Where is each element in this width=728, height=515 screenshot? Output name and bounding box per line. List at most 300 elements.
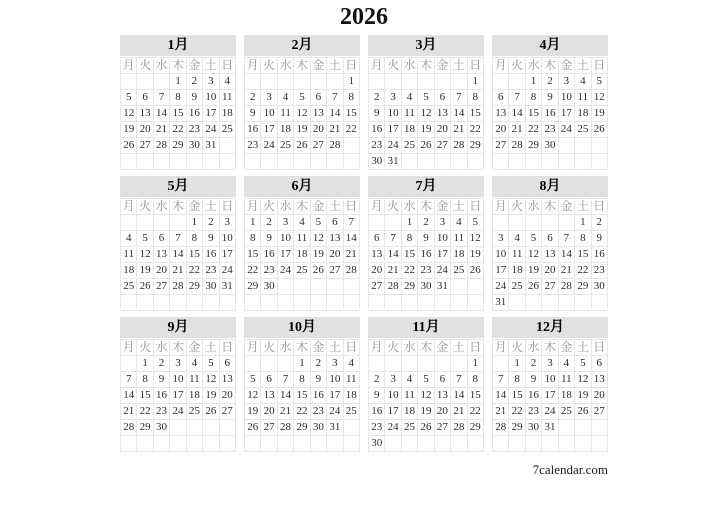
weekday-row (121, 58, 236, 74)
week-row (245, 404, 360, 420)
year-title: 2026 (340, 4, 388, 30)
empty-cell (401, 295, 417, 311)
weekday-row (369, 58, 484, 74)
day-cell: 8 (467, 372, 483, 388)
day-cell: 8 (186, 231, 202, 247)
day-cell: 1 (401, 215, 417, 231)
day-cell: 6 (261, 372, 277, 388)
month-header: 8月 (492, 176, 608, 197)
day-cell: 22 (509, 404, 525, 420)
week-row (493, 372, 608, 388)
day-cell: 23 (525, 404, 541, 420)
week-row (245, 436, 360, 452)
weekday-row (369, 340, 484, 356)
empty-cell (327, 74, 343, 90)
day-cell: 5 (418, 372, 434, 388)
empty-cell (434, 74, 450, 90)
day-cell: 25 (509, 279, 525, 295)
day-cell: 21 (121, 404, 137, 420)
day-cell: 6 (137, 90, 153, 106)
day-cell: 12 (203, 372, 219, 388)
day-cell: 9 (261, 231, 277, 247)
empty-cell (575, 420, 591, 436)
weekday-cell: 金 (186, 199, 202, 215)
day-cell: 13 (327, 231, 343, 247)
day-cell: 9 (369, 106, 385, 122)
day-cell: 3 (558, 74, 574, 90)
day-cell: 15 (525, 106, 541, 122)
day-cell: 27 (591, 404, 607, 420)
day-cell: 2 (542, 74, 558, 90)
day-cell: 24 (493, 279, 509, 295)
day-cell: 16 (591, 247, 607, 263)
day-cell: 20 (310, 122, 326, 138)
day-cell: 29 (467, 420, 483, 436)
day-cell: 9 (186, 90, 202, 106)
site-credit: 7calendar.com (532, 462, 608, 477)
month-table (368, 198, 484, 311)
day-cell: 22 (245, 263, 261, 279)
day-cell: 24 (385, 138, 401, 154)
week-row (245, 215, 360, 231)
empty-cell (245, 74, 261, 90)
empty-cell (434, 356, 450, 372)
month-table (244, 57, 360, 170)
day-cell: 27 (327, 263, 343, 279)
day-cell: 6 (434, 372, 450, 388)
weekday-cell: 月 (121, 58, 137, 74)
day-cell: 6 (493, 90, 509, 106)
day-cell: 8 (137, 372, 153, 388)
day-cell: 29 (575, 279, 591, 295)
day-cell: 19 (418, 404, 434, 420)
day-cell: 22 (525, 122, 541, 138)
day-cell: 23 (245, 138, 261, 154)
day-cell: 3 (385, 90, 401, 106)
empty-cell (558, 295, 574, 311)
weekday-cell: 日 (219, 58, 235, 74)
day-cell: 15 (294, 388, 310, 404)
day-cell: 23 (542, 122, 558, 138)
day-cell: 11 (186, 372, 202, 388)
month-11 (368, 317, 484, 452)
day-cell: 15 (509, 388, 525, 404)
weekday-cell: 日 (467, 340, 483, 356)
empty-cell (170, 154, 186, 170)
week-row (245, 388, 360, 404)
week-row (369, 231, 484, 247)
day-cell: 13 (434, 388, 450, 404)
day-cell: 11 (121, 247, 137, 263)
empty-cell (245, 154, 261, 170)
day-cell: 17 (261, 122, 277, 138)
weekday-cell: 火 (385, 58, 401, 74)
day-cell: 7 (343, 215, 359, 231)
empty-cell (401, 74, 417, 90)
day-cell: 1 (525, 74, 541, 90)
day-cell: 11 (294, 231, 310, 247)
day-cell: 19 (310, 247, 326, 263)
day-cell: 28 (385, 279, 401, 295)
week-row (121, 388, 236, 404)
weekday-cell: 日 (467, 58, 483, 74)
day-cell: 7 (451, 90, 467, 106)
day-cell: 27 (434, 420, 450, 436)
empty-cell (542, 295, 558, 311)
day-cell: 2 (310, 356, 326, 372)
day-cell: 7 (385, 231, 401, 247)
day-cell: 15 (170, 106, 186, 122)
week-row (121, 215, 236, 231)
day-cell: 20 (327, 247, 343, 263)
week-row (493, 247, 608, 263)
week-row (369, 372, 484, 388)
day-cell: 3 (203, 74, 219, 90)
day-cell: 24 (558, 122, 574, 138)
day-cell: 13 (369, 247, 385, 263)
day-cell: 20 (369, 263, 385, 279)
weekday-cell: 水 (153, 340, 169, 356)
empty-cell (219, 295, 235, 311)
day-cell: 15 (401, 247, 417, 263)
empty-cell (401, 154, 417, 170)
week-row (245, 295, 360, 311)
day-cell: 24 (170, 404, 186, 420)
day-cell: 26 (203, 404, 219, 420)
day-cell: 24 (385, 420, 401, 436)
weekday-cell: 木 (542, 340, 558, 356)
day-cell: 23 (153, 404, 169, 420)
empty-cell (385, 74, 401, 90)
empty-cell (186, 295, 202, 311)
empty-cell (451, 436, 467, 452)
month-header: 7月 (368, 176, 484, 197)
week-row (121, 356, 236, 372)
empty-cell (121, 215, 137, 231)
day-cell: 13 (542, 247, 558, 263)
weekday-cell: 金 (434, 340, 450, 356)
empty-cell (493, 356, 509, 372)
weekday-cell: 月 (245, 199, 261, 215)
week-row (369, 356, 484, 372)
empty-cell (277, 74, 293, 90)
week-row (245, 263, 360, 279)
empty-cell (310, 436, 326, 452)
day-cell: 6 (591, 356, 607, 372)
day-cell: 2 (369, 372, 385, 388)
month-header: 11月 (368, 317, 484, 338)
week-row (369, 295, 484, 311)
day-cell: 16 (203, 247, 219, 263)
day-cell: 28 (509, 138, 525, 154)
empty-cell (170, 215, 186, 231)
empty-cell (509, 215, 525, 231)
day-cell: 10 (542, 372, 558, 388)
day-cell: 11 (401, 106, 417, 122)
weekday-row (493, 340, 608, 356)
day-cell: 10 (385, 106, 401, 122)
month-header: 2月 (244, 35, 360, 56)
day-cell: 7 (121, 372, 137, 388)
weekday-cell: 水 (277, 340, 293, 356)
day-cell: 13 (434, 106, 450, 122)
weekday-cell: 火 (509, 58, 525, 74)
day-cell: 29 (294, 420, 310, 436)
day-cell: 10 (261, 106, 277, 122)
day-cell: 4 (558, 356, 574, 372)
weekday-cell: 月 (245, 340, 261, 356)
day-cell: 1 (467, 74, 483, 90)
month-9 (120, 317, 236, 452)
empty-cell (153, 154, 169, 170)
day-cell: 2 (369, 90, 385, 106)
empty-cell (186, 154, 202, 170)
empty-cell (542, 436, 558, 452)
day-cell: 19 (418, 122, 434, 138)
day-cell: 10 (493, 247, 509, 263)
day-cell: 1 (343, 74, 359, 90)
weekday-cell: 水 (525, 340, 541, 356)
week-row (493, 215, 608, 231)
empty-cell (137, 74, 153, 90)
week-row (121, 436, 236, 452)
day-cell: 4 (186, 356, 202, 372)
empty-cell (493, 74, 509, 90)
empty-cell (575, 436, 591, 452)
day-cell: 9 (542, 90, 558, 106)
empty-cell (369, 215, 385, 231)
day-cell: 28 (451, 138, 467, 154)
week-row (493, 106, 608, 122)
day-cell: 18 (294, 247, 310, 263)
day-cell: 14 (509, 106, 525, 122)
day-cell: 30 (591, 279, 607, 295)
day-cell: 5 (294, 90, 310, 106)
day-cell: 21 (170, 263, 186, 279)
month-header: 12月 (492, 317, 608, 338)
weekday-cell: 金 (558, 199, 574, 215)
day-cell: 15 (343, 106, 359, 122)
week-row (493, 138, 608, 154)
day-cell: 18 (186, 388, 202, 404)
empty-cell (525, 436, 541, 452)
weekday-row (245, 58, 360, 74)
day-cell: 29 (509, 420, 525, 436)
day-cell: 2 (261, 215, 277, 231)
day-cell: 25 (277, 138, 293, 154)
week-row (369, 420, 484, 436)
weekday-cell: 土 (203, 199, 219, 215)
weekday-cell: 日 (343, 58, 359, 74)
day-cell: 21 (277, 404, 293, 420)
day-cell: 25 (294, 263, 310, 279)
empty-cell (575, 138, 591, 154)
weekday-cell: 金 (186, 58, 202, 74)
day-cell: 1 (186, 215, 202, 231)
day-cell: 4 (121, 231, 137, 247)
day-cell: 31 (493, 295, 509, 311)
empty-cell (219, 138, 235, 154)
day-cell: 27 (369, 279, 385, 295)
day-cell: 3 (261, 90, 277, 106)
day-cell: 7 (327, 90, 343, 106)
day-cell: 28 (170, 279, 186, 295)
empty-cell (121, 356, 137, 372)
month-10 (244, 317, 360, 452)
day-cell: 27 (434, 138, 450, 154)
weekday-cell: 木 (418, 199, 434, 215)
day-cell: 9 (153, 372, 169, 388)
weekday-cell: 土 (203, 58, 219, 74)
day-cell: 25 (451, 263, 467, 279)
months-grid (120, 35, 608, 452)
day-cell: 17 (219, 247, 235, 263)
weekday-row (121, 199, 236, 215)
day-cell: 18 (277, 122, 293, 138)
day-cell: 27 (493, 138, 509, 154)
empty-cell (327, 295, 343, 311)
empty-cell (186, 436, 202, 452)
day-cell: 3 (327, 356, 343, 372)
weekday-cell: 水 (153, 199, 169, 215)
empty-cell (558, 436, 574, 452)
day-cell: 3 (277, 215, 293, 231)
day-cell: 16 (153, 388, 169, 404)
weekday-cell: 日 (591, 340, 607, 356)
day-cell: 13 (137, 106, 153, 122)
weekday-cell: 土 (327, 199, 343, 215)
day-cell: 14 (451, 388, 467, 404)
empty-cell (467, 436, 483, 452)
day-cell: 28 (327, 138, 343, 154)
day-cell: 17 (385, 404, 401, 420)
day-cell: 15 (245, 247, 261, 263)
day-cell: 20 (137, 122, 153, 138)
day-cell: 20 (261, 404, 277, 420)
day-cell: 19 (137, 263, 153, 279)
day-cell: 20 (493, 122, 509, 138)
weekday-cell: 月 (493, 340, 509, 356)
weekday-cell: 火 (261, 58, 277, 74)
day-cell: 21 (451, 404, 467, 420)
weekday-cell: 金 (434, 199, 450, 215)
day-cell: 25 (401, 138, 417, 154)
empty-cell (277, 154, 293, 170)
empty-cell (277, 436, 293, 452)
empty-cell (385, 436, 401, 452)
month-table (244, 339, 360, 452)
week-row (245, 106, 360, 122)
empty-cell (245, 436, 261, 452)
weekday-cell: 金 (310, 340, 326, 356)
empty-cell (434, 436, 450, 452)
week-row (245, 231, 360, 247)
weekday-cell: 火 (261, 199, 277, 215)
empty-cell (509, 295, 525, 311)
empty-cell (153, 295, 169, 311)
day-cell: 29 (170, 138, 186, 154)
day-cell: 29 (467, 138, 483, 154)
day-cell: 28 (121, 420, 137, 436)
day-cell: 31 (219, 279, 235, 295)
month-5 (120, 176, 236, 311)
day-cell: 1 (170, 74, 186, 90)
empty-cell (294, 436, 310, 452)
day-cell: 24 (542, 404, 558, 420)
empty-cell (277, 295, 293, 311)
week-row (245, 372, 360, 388)
day-cell: 21 (327, 122, 343, 138)
week-row (369, 436, 484, 452)
day-cell: 9 (369, 388, 385, 404)
day-cell: 28 (153, 138, 169, 154)
month-table (492, 57, 608, 170)
day-cell: 27 (219, 404, 235, 420)
day-cell: 17 (493, 263, 509, 279)
empty-cell (294, 295, 310, 311)
empty-cell (385, 295, 401, 311)
empty-cell (451, 279, 467, 295)
day-cell: 14 (327, 106, 343, 122)
day-cell: 23 (418, 263, 434, 279)
month-3 (368, 35, 484, 170)
day-cell: 6 (542, 231, 558, 247)
day-cell: 11 (219, 90, 235, 106)
day-cell: 14 (385, 247, 401, 263)
day-cell: 6 (219, 356, 235, 372)
day-cell: 29 (401, 279, 417, 295)
week-row (121, 154, 236, 170)
week-row (493, 420, 608, 436)
day-cell: 20 (434, 404, 450, 420)
day-cell: 9 (525, 372, 541, 388)
empty-cell (203, 436, 219, 452)
empty-cell (261, 154, 277, 170)
day-cell: 20 (542, 263, 558, 279)
month-2 (244, 35, 360, 170)
empty-cell (203, 420, 219, 436)
empty-cell (525, 215, 541, 231)
empty-cell (369, 74, 385, 90)
week-row (121, 122, 236, 138)
empty-cell (418, 74, 434, 90)
day-cell: 27 (310, 138, 326, 154)
day-cell: 22 (137, 404, 153, 420)
day-cell: 26 (418, 420, 434, 436)
weekday-cell: 水 (277, 58, 293, 74)
day-cell: 21 (493, 404, 509, 420)
day-cell: 14 (170, 247, 186, 263)
day-cell: 16 (245, 122, 261, 138)
empty-cell (509, 154, 525, 170)
day-cell: 17 (434, 247, 450, 263)
empty-cell (509, 436, 525, 452)
weekday-cell: 金 (186, 340, 202, 356)
day-cell: 25 (558, 404, 574, 420)
day-cell: 30 (186, 138, 202, 154)
day-cell: 26 (245, 420, 261, 436)
day-cell: 21 (451, 122, 467, 138)
day-cell: 31 (385, 154, 401, 170)
empty-cell (261, 74, 277, 90)
empty-cell (343, 420, 359, 436)
empty-cell (137, 154, 153, 170)
day-cell: 3 (434, 215, 450, 231)
weekday-cell: 日 (343, 199, 359, 215)
week-row (121, 138, 236, 154)
day-cell: 18 (558, 388, 574, 404)
day-cell: 8 (467, 90, 483, 106)
